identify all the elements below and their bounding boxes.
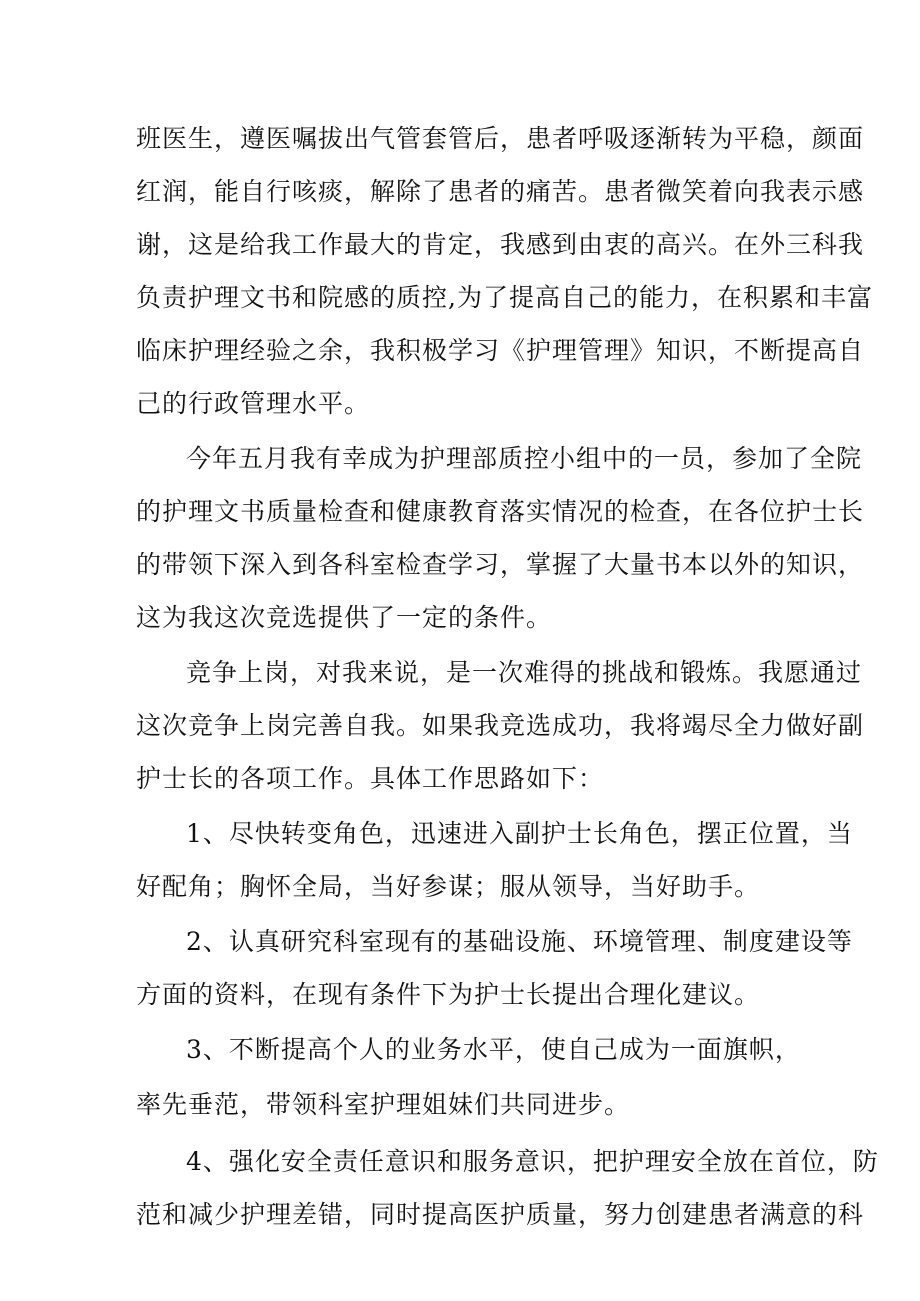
list-item-4-line-2: 范和减少护理差错，同时提高医护质量，努力创建患者满意的科: [136, 1200, 865, 1229]
list-item-4-line-1: 4、强化安全责任意识和服务意识，把护理安全放在首位，防: [186, 1147, 879, 1176]
paragraph-1-line-5: 临床护理经验之余，我积极学习《护理管理》知识，不断提高自: [136, 336, 865, 365]
list-item-3-line-1: 3、不断提高个人的业务水平，使自己成为一面旗帜，: [186, 1035, 801, 1064]
list-item-2-line-2: 方面的资料，在现有条件下为护士长提出合理化建议。: [136, 980, 761, 1009]
paragraph-2-line-2: 的护理文书质量检查和健康教育落实情况的检查，在各位护士长: [136, 497, 865, 526]
paragraph-1-line-2: 红润，能自行咳痰，解除了患者的痛苦。患者微笑着向我表示感: [136, 177, 865, 206]
paragraph-3-line-1: 竞争上岗，对我来说，是一次难得的挑战和锻炼。我愿通过: [186, 658, 863, 687]
list-item-1-line-2: 好配角；胸怀全局，当好参谋；服从领导，当好助手。: [136, 872, 761, 901]
list-item-2-line-1: 2、认真研究科室现有的基础设施、环境管理、制度建设等: [186, 927, 853, 956]
list-item-3-line-2: 率先垂范，带领科室护理姐妹们共同进步。: [136, 1090, 631, 1119]
paragraph-2-line-4: 这为我这次竞选提供了一定的条件。: [136, 603, 553, 632]
paragraph-3-line-3: 护士长的各项工作。具体工作思路如下：: [136, 764, 605, 793]
paragraph-1-line-6: 己的行政管理水平。: [136, 389, 371, 418]
paragraph-2-line-3: 的带领下深入到各科室检查学习，掌握了大量书本以外的知识，: [136, 550, 865, 579]
paragraph-3-line-2: 这次竞争上岗完善自我。如果我竞选成功，我将竭尽全力做好副: [136, 711, 865, 740]
list-item-1-line-1: 1、尽快转变角色，迅速进入副护士长角色，摆正位置，当: [186, 819, 853, 848]
paragraph-1-line-1: 班医生，遵医嘱拔出气管套管后，患者呼吸逐渐转为平稳，颜面: [136, 124, 865, 153]
paragraph-1-line-4: 负责护理文书和院感的质控,为了提高自己的能力，在积累和丰富: [136, 283, 873, 312]
paragraph-1-line-3: 谢，这是给我工作最大的肯定，我感到由衷的高兴。在外三科我: [136, 230, 865, 259]
paragraph-2-line-1: 今年五月我有幸成为护理部质控小组中的一员，参加了全院: [186, 444, 863, 473]
